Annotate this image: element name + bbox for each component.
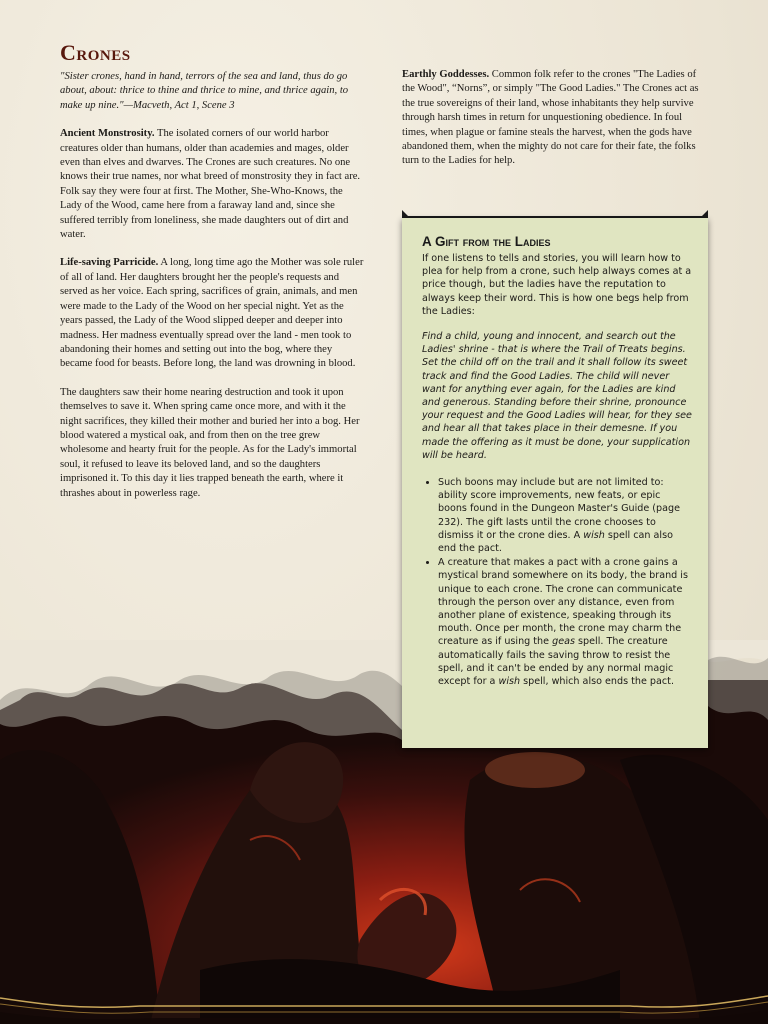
right-column — [402, 68, 708, 169]
parricide-paragraph — [60, 256, 366, 371]
bullet1-text-b: spell can also end the pact. — [438, 529, 673, 555]
page-title: Crones — [60, 40, 131, 65]
sidebar-intro: If one listens to tells and stories, you will learn how to plea for help from a crone, such help always comes at a price though, but the ladies have the reputation to always keep their word. This is how one begs help from the Ladies: — [422, 253, 692, 317]
bullet2-text-c: spell, which also ends the pact. — [520, 676, 674, 688]
daughters-paragraph: The daughters saw their home nearing destruction and took it upon themselves to save it. When spring came once more, and with it the night sacrifices, they killed their mother and buried her into a bog. Her blood watered a mystical oak, and from then on the tree grew wholesome and hearty fruit for the people. As for the Lady's immortal soul, it refused to leave its beloved land, and so the daughters imprisoned it. To this day it lies trapped beneath the earth, where it thrashes about in powerless rage. — [60, 386, 360, 499]
parricide-text: A long, long time ago the Mother was sole ruler of all of land. Her daughters brought her the people's requests and served as her voice. Each spring, sacrifices of grain, animals, and men were made to the Lady of the Wood on her special night. Yet as the years passed, the Lady of the Wood slipped deeper and deeper into madness. Her madness eventually spread over the land - men took to abandoning their homes and setting out into the bog, where they became food for beasts. Before long, the land was drowning in blood. — [60, 257, 364, 370]
bullet2-em1: geas — [552, 636, 575, 648]
ancient-monstrosity-text: The isolated corners of our world harbor creatures older than humans, older than academies and mages, older even than elves and dwarves. The Crones are such creatures. No one knows their true names, nor what breed of monstrosity they in fact are. Folk say they were four at first. The Mother, She-Who-Knows, the Lady of the Wood, came here from a faraway land and, since she suffered terribly from loneliness, she made daughters out of dirt and water. — [60, 128, 361, 241]
list-item — [438, 476, 692, 555]
sidebar-content — [422, 234, 692, 688]
earthly-goddesses-paragraph — [402, 68, 708, 169]
bullet2-text-b: spell. The creature automatically fails the saving throw to resist the spell, and it can't be ended by any normal magic except for a — [438, 636, 674, 688]
footer-ornament — [0, 990, 768, 1024]
sidebar-box — [402, 218, 708, 748]
earthly-goddesses-text: Common folk refer to the crones "The Ladies of the Wood", “Norns”, or simply "The Good Ladies." The Crones act as the true sovereigns of their land, whose inhabitants they help survive through harsh times in return for unquestioning obedience. In foul times, when plague or famine steals the harvest, when the gods have abandoned them, when the mighty do not care for their fate, the folks turn to the Ladies for help. — [402, 69, 699, 167]
sidebar-title: A Gift from the Ladies — [422, 234, 551, 249]
epigraph-quote: "Sister crones, hand in hand, terrors of the sea and land, thus do go about, about: thrice to thine and thrice to mine, and thrice again, to make up nine."—Macveth, Act 1, Scene 3 — [60, 71, 349, 111]
parricide-lead: Life-saving Parricide. — [60, 257, 159, 269]
bullet2-text-a: A creature that makes a pact with a crone gains a mystical brand somewhere on its body, the brand is unique to each crone. The crone can communicate through the person over any distance, even from another plane of existence, speaking through its mouth. Once per month, the crone may charm the creature as if using the — [438, 557, 688, 648]
left-column — [60, 40, 366, 501]
ancient-monstrosity-lead: Ancient Monstrosity. — [60, 128, 155, 140]
ancient-monstrosity-paragraph — [60, 127, 366, 242]
list-item — [438, 556, 692, 688]
bullet2-em2: wish — [498, 676, 521, 688]
sidebar-italic-passage: Find a child, young and innocent, and search out the Ladies' shrine - that is where the Trail of Treats begins. Set the child off on the trail and it shall follow its sweet track and find the Good Ladies. The child will never want for anything ever again, for the Ladies are kind and generous. Standing before their shrine, pronounce your request and the Good Ladies will hear, for they see and hear all that takes place in their demesne. If you made the offering as it must be done, your supplication will be heard. — [422, 331, 692, 461]
sidebar-bullet-list — [422, 476, 692, 688]
bullet1-text-a: Such boons may include but are not limited to: ability score improvements, new feats, or epic boons found in the Dungeon Master's Guide (page 232). The gift lasts until the crone chooses to dismiss it or the crone dies. A — [438, 477, 681, 541]
earthly-goddesses-lead: Earthly Goddesses. — [402, 69, 490, 80]
bullet1-em: wish — [583, 529, 605, 541]
